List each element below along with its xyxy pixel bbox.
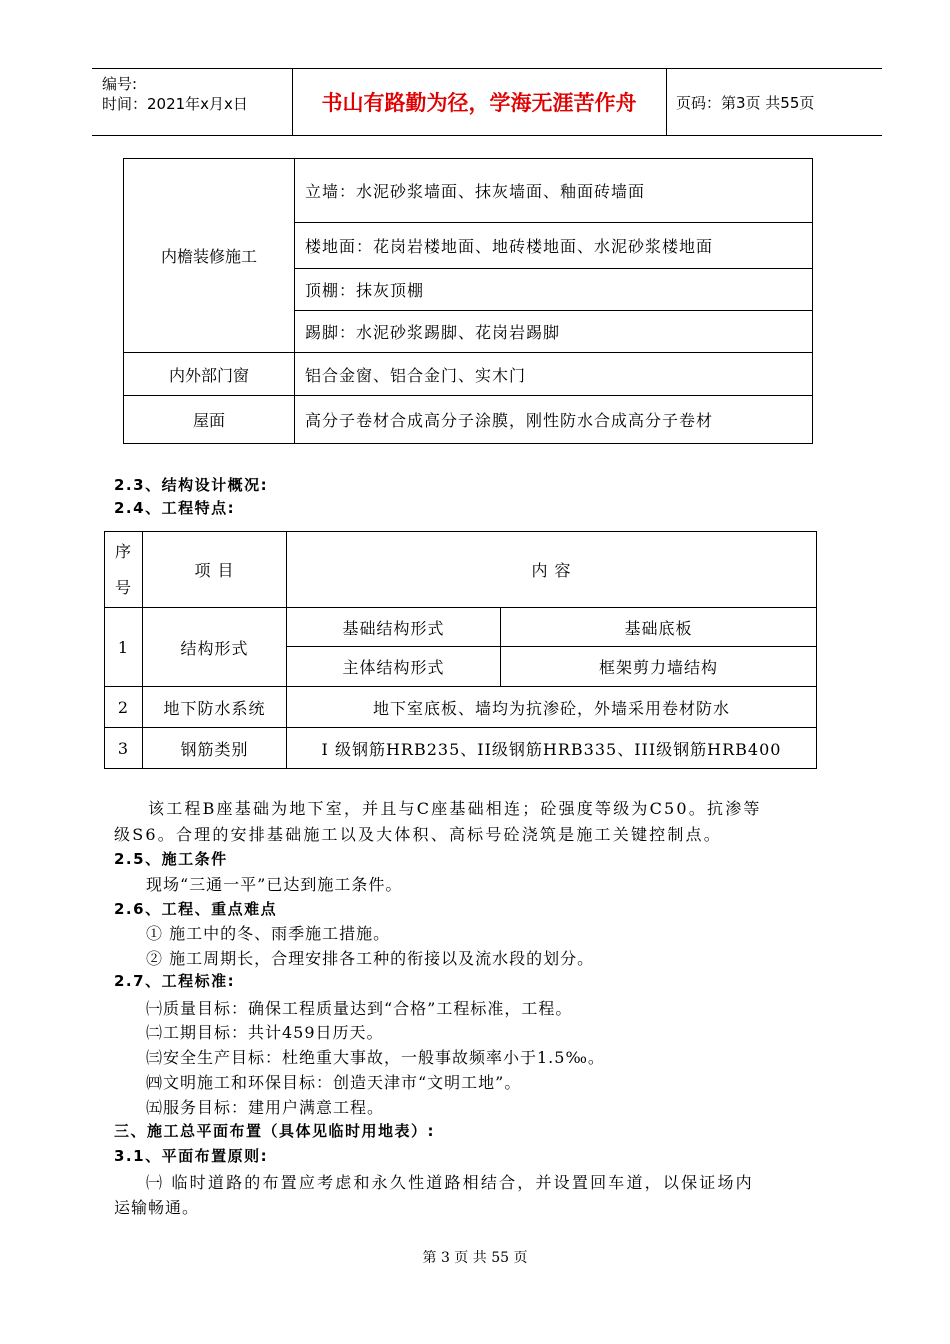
row-content: I 级钢筋HRB235、II级钢筋HRB335、III级钢筋HRB400 — [287, 728, 817, 769]
finish-item: 铝合金窗、铝合金门、实木门 — [295, 353, 813, 396]
heading-2-7: 2.7、工程标准: — [114, 972, 236, 990]
header-page-info: 页码：第3页 共55页 — [676, 93, 815, 112]
row-item: 钢筋类别 — [143, 728, 287, 769]
row-no: 1 — [105, 608, 143, 687]
finish-item: 高分子卷材合成高分子涂膜，刚性防水合成高分子卷材 — [295, 396, 813, 444]
number-label: 编号: — [102, 75, 138, 93]
paragraph-line: 运输畅通。 — [114, 1198, 200, 1217]
finish-table — [123, 158, 813, 444]
row-item: 结构形式 — [143, 608, 287, 687]
sub-name: 主体结构形式 — [287, 647, 501, 687]
features-table — [104, 531, 817, 769]
row-item: 地下防水系统 — [143, 687, 287, 728]
paragraph-line: ㈠ 临时道路的布置应考虑和永久性道路相结合，并设置回车道，以保证场内 — [146, 1173, 754, 1192]
list-item: ㈡工期目标：共计459日历天。 — [146, 1023, 384, 1042]
sub-value: 基础底板 — [501, 608, 817, 647]
heading-3: 三、施工总平面布置（具体见临时用地表）: — [114, 1122, 436, 1140]
finish-item: 踢脚：水泥砂浆踢脚、花岗岩踢脚 — [295, 311, 813, 353]
list-item: ㈠质量目标：确保工程质量达到“合格”工程标准，工程。 — [146, 999, 573, 1018]
paragraph-line: 现场“三通一平”已达到施工条件。 — [146, 875, 403, 894]
sub-value: 框架剪力墙结构 — [501, 647, 817, 687]
col-header-content: 内 容 — [287, 532, 817, 608]
header-motto: 书山有路勤为径，学海无涯苦作舟 — [292, 69, 667, 135]
heading-3-1: 3.1、平面布置原则: — [114, 1147, 269, 1165]
time-label: 时间：2021年x月x日 — [102, 95, 248, 113]
row-no: 3 — [105, 728, 143, 769]
finish-item: 立墙：水泥砂浆墙面、抹灰墙面、釉面砖墙面 — [295, 159, 813, 223]
sub-name: 基础结构形式 — [287, 608, 501, 647]
finish-item: 顶棚：抹灰顶棚 — [295, 269, 813, 311]
list-item: ① 施工中的冬、雨季施工措施。 — [146, 924, 391, 943]
finish-section-roof: 屋面 — [124, 396, 295, 444]
heading-2-6: 2.6、工程、重点难点 — [114, 900, 278, 918]
col-header-item: 项 目 — [143, 532, 287, 608]
list-item: ㈣文明施工和环保目标：创造天津市“文明工地”。 — [146, 1073, 522, 1092]
heading-2-4: 2.4、工程特点: — [114, 499, 236, 517]
list-item: ㈤服务目标：建用户满意工程。 — [146, 1098, 385, 1117]
list-item: ② 施工周期长，合理安排各工种的衔接以及流水段的划分。 — [146, 949, 595, 968]
heading-2-3: 2.3、结构设计概况: — [114, 476, 269, 494]
page-header — [92, 68, 882, 136]
page-footer: 第 3 页 共 55 页 — [422, 1250, 528, 1266]
row-no: 2 — [105, 687, 143, 728]
row-content: 地下室底板、墙均为抗渗砼，外墙采用卷材防水 — [287, 687, 817, 728]
heading-2-5: 2.5、施工条件 — [114, 850, 228, 868]
paragraph-line: 级S6。合理的安排基础施工以及大体积、高标号砼浇筑是施工关键控制点。 — [114, 825, 722, 844]
finish-item: 楼地面：花岗岩楼地面、地砖楼地面、水泥砂浆楼地面 — [295, 223, 813, 269]
header-meta — [92, 69, 293, 135]
col-header-no: 序号 — [105, 532, 143, 608]
finish-section-doors: 内外部门窗 — [124, 353, 295, 396]
finish-section-interior: 内檐装修施工 — [124, 159, 295, 353]
list-item: ㈢安全生产目标：杜绝重大事故，一般事故频率小于1.5‰。 — [146, 1048, 605, 1067]
paragraph-line: 该工程B座基础为地下室，并且与C座基础相连；砼强度等级为C50。抗渗等 — [148, 799, 762, 818]
